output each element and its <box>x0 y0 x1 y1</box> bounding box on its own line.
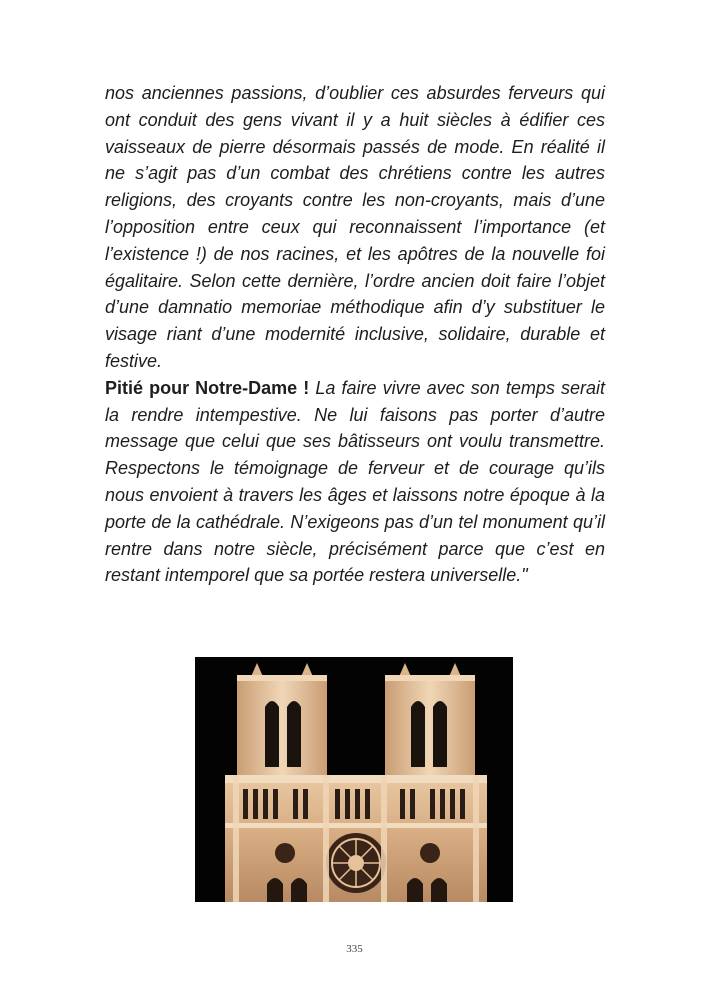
cathedral-illustration <box>195 657 513 902</box>
body-text <box>105 80 605 589</box>
paragraph-2 <box>105 375 605 589</box>
paragraph-2-lead: Pitié pour Notre-Dame ! <box>105 377 310 398</box>
paragraph-2-rest: La faire vivre avec son temps serait la rendre intempestive. Ne lui faisons pas porter d’autre message que celui que ses bâtisseurs ont voulu transmettre. Respectons le témoignage de ferveur et de courage qu’ils nous envoient à travers les âges et laissons notre époque à la porte de la cathédrale. N’exigeons pas d’un tel monument qu’il rentre dans notre siècle, précisément parce que c’est en restant intemporel que sa portée restera universelle." <box>105 377 605 586</box>
paragraph-1: nos anciennes passions, d’oublier ces absurdes ferveurs qui ont conduit des gens vivant il y a huit siècles à édifier ces vaisseaux de pierre désormais passés de mode. En réalité il ne s’agit pas d’un combat des chrétiens contre les autres religions, des croyants contre les non-croyants, mais d’une l’opposition entre ceux qui reconnaissent l’importance (et l’existence !) de nos racines, et les apôtres de la nouvelle foi égalitaire. Selon cette dernière, l’ordre ancien doit faire l’objet d’une damnatio memoriae méthodique afin d’y substituer le visage riant d’une modernité inclusive, solidaire, durable et festive. <box>105 83 605 371</box>
page-number: 335 <box>346 943 363 955</box>
notre-dame-photo <box>195 657 513 902</box>
